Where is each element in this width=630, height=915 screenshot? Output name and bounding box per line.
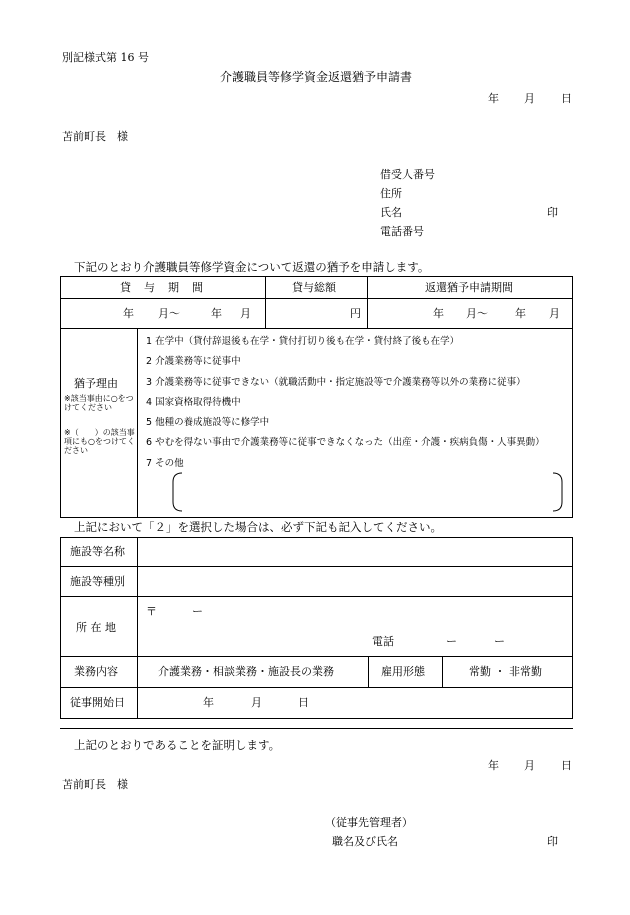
cert-date-year: 年 xyxy=(488,759,499,772)
reason-label: 猶予理由 xyxy=(74,377,118,390)
duty-value: 介護業務・相談業務・施設長の業務 xyxy=(158,665,334,678)
location-label: 所 在 地 xyxy=(76,621,116,634)
title-name-label: 職名及び氏名 xyxy=(332,835,398,848)
employment-value: 常勤 ・ 非常勤 xyxy=(469,665,542,678)
duty-label: 業務内容 xyxy=(74,665,118,678)
start-day: 日 xyxy=(298,696,309,709)
deferral-month2: 月 xyxy=(549,307,560,320)
phone-label: 電話番号 xyxy=(380,225,424,238)
address-label: 住所 xyxy=(380,187,402,200)
deferral-year1: 年 xyxy=(433,307,444,320)
section2-note: 上記において「２」を選択した場合は、必ず下記も記入してください。 xyxy=(74,520,442,534)
header-date-year: 年 xyxy=(488,92,499,105)
reason-note-2: ※（ ）の該当事項にも○をつけてください xyxy=(64,428,135,456)
reason-note-1: ※該当事由に○をつけてください xyxy=(64,394,134,413)
reason-item-3: 3 介護業務等に従事できない（就職活動中・指定施設等で介護業務等以外の業務に従事） xyxy=(146,377,526,388)
start-month: 月 xyxy=(251,696,262,709)
reason-item-6: 6 やむを得ない事由で介護業務等に従事できなくなった（出産・介護・疾病負傷・人事異動） xyxy=(146,437,545,448)
start-date-label: 従事開始日 xyxy=(70,696,125,709)
borrower-number-label: 借受人番号 xyxy=(380,168,435,181)
postal-dash: ー xyxy=(192,605,203,618)
start-year: 年 xyxy=(203,696,214,709)
reason-item-7: 7 その他 xyxy=(146,458,184,469)
cert-seal-mark: 印 xyxy=(547,835,558,848)
period-month1: 月～ xyxy=(158,307,180,320)
deferral-month1: 月～ xyxy=(466,307,488,320)
loan-period-header: 貸 与 期 間 xyxy=(120,281,204,294)
deferral-year2: 年 xyxy=(515,307,526,320)
manager-label: （従事先管理者） xyxy=(325,816,413,829)
name-label: 氏名 xyxy=(380,206,402,219)
loan-total-header: 貸与総額 xyxy=(292,281,336,294)
addressee: 苫前町長 様 xyxy=(62,130,128,143)
postal-mark: 〒 xyxy=(146,605,157,618)
cert-date-month: 月 xyxy=(524,759,535,772)
facility-type-label: 施設等種別 xyxy=(70,575,125,588)
other-reason-brackets xyxy=(170,471,565,513)
facility-phone-dash-2: ー xyxy=(494,635,505,648)
form-number: 別記様式第 16 号 xyxy=(62,51,149,64)
certification-text: 上記のとおりであることを証明します。 xyxy=(74,738,281,752)
reason-item-1: 1 在学中（貸付辞退後も在学・貸付打切り後も在学・貸付終了後も在学） xyxy=(146,336,460,347)
facility-phone-dash-1: ー xyxy=(446,635,457,648)
reason-item-5: 5 他種の養成施設等に修学中 xyxy=(146,417,270,428)
header-date-month: 月 xyxy=(524,92,535,105)
period-year2: 年 xyxy=(211,307,222,320)
intro-text: 下記のとおり介護職員等修学資金について返還の猶予を申請します。 xyxy=(74,260,430,274)
reason-item-2: 2 介護業務等に従事中 xyxy=(146,356,241,367)
deferral-period-header: 返還猶予申請期間 xyxy=(425,281,513,294)
header-date-day: 日 xyxy=(561,92,572,105)
seal-mark: 印 xyxy=(547,206,558,219)
period-month2: 月 xyxy=(240,307,251,320)
form-title: 介護職員等修学資金返還猶予申請書 xyxy=(220,70,413,84)
total-unit: 円 xyxy=(350,307,361,320)
employment-label: 雇用形態 xyxy=(381,665,425,678)
cert-addressee: 苫前町長 様 xyxy=(62,778,128,791)
facility-name-label: 施設等名称 xyxy=(70,545,125,558)
reason-item-4: 4 国家資格取得待機中 xyxy=(146,397,241,408)
facility-phone-label: 電話 xyxy=(372,635,394,648)
period-year1: 年 xyxy=(123,307,134,320)
separator-line xyxy=(60,728,573,729)
cert-date-day: 日 xyxy=(561,759,572,772)
